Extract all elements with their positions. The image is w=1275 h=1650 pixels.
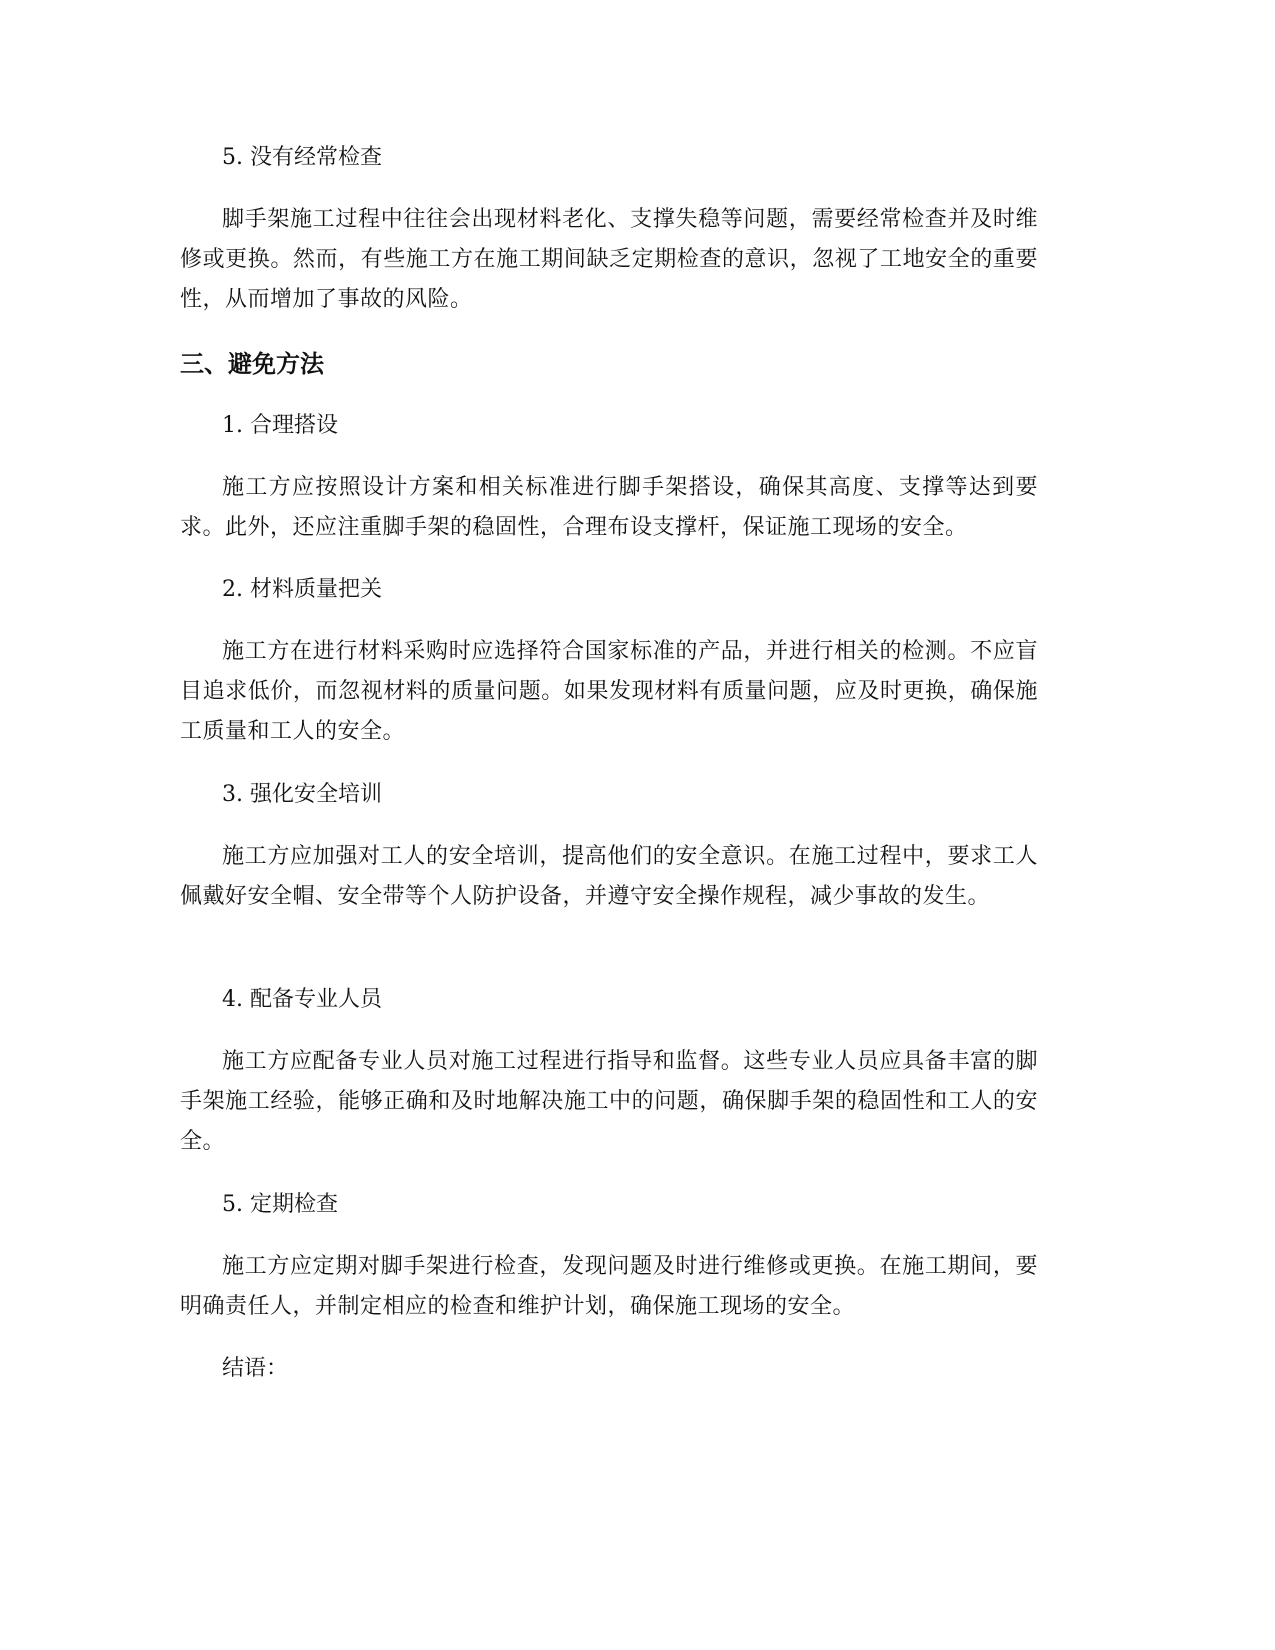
- list-item-title: 5. 定期检查: [222, 1192, 338, 1217]
- list-item-title: 1. 合理搭设: [222, 413, 338, 438]
- list-item-title: 2. 材料质量把关: [222, 577, 382, 602]
- list-item-title: 4. 配备专业人员: [222, 987, 382, 1012]
- section-heading: 三、避免方法: [180, 349, 324, 378]
- paragraph: 施工方在进行材料采购时应选择符合国家标准的产品，并进行相关的检测。不应盲目追求低价，而忽视材料的质量问题。如果发现材料有质量问题，应及时更换，确保施工质量和工人的安全。: [180, 639, 1038, 744]
- conclusion-label: 结语：: [222, 1356, 289, 1381]
- list-item-title: 5. 没有经常检查: [222, 145, 382, 170]
- paragraph: 脚手架施工过程中往往会出现材料老化、支撑失稳等问题，需要经常检查并及时维修或更换。然而，有些施工方在施工期间缺乏定期检查的意识，忽视了工地安全的重要性，从而增加了事故的风险。: [180, 207, 1038, 312]
- paragraph: 施工方应按照设计方案和相关标准进行脚手架搭设，确保其高度、支撑等达到要求。此外，还应注重脚手架的稳固性，合理布设支撑杆，保证施工现场的安全。: [180, 475, 1038, 540]
- paragraph: 施工方应配备专业人员对施工过程进行指导和监督。这些专业人员应具备丰富的脚手架施工经验，能够正确和及时地解决施工中的问题，确保脚手架的稳固性和工人的安全。: [180, 1049, 1038, 1154]
- paragraph: 施工方应加强对工人的安全培训，提高他们的安全意识。在施工过程中，要求工人佩戴好安全帽、安全带等个人防护设备，并遵守安全操作规程，减少事故的发生。: [180, 844, 1038, 909]
- paragraph: 施工方应定期对脚手架进行检查，发现问题及时进行维修或更换。在施工期间，要明确责任人，并制定相应的检查和维护计划，确保施工现场的安全。: [180, 1254, 1038, 1319]
- list-item-title: 3. 强化安全培训: [222, 782, 382, 807]
